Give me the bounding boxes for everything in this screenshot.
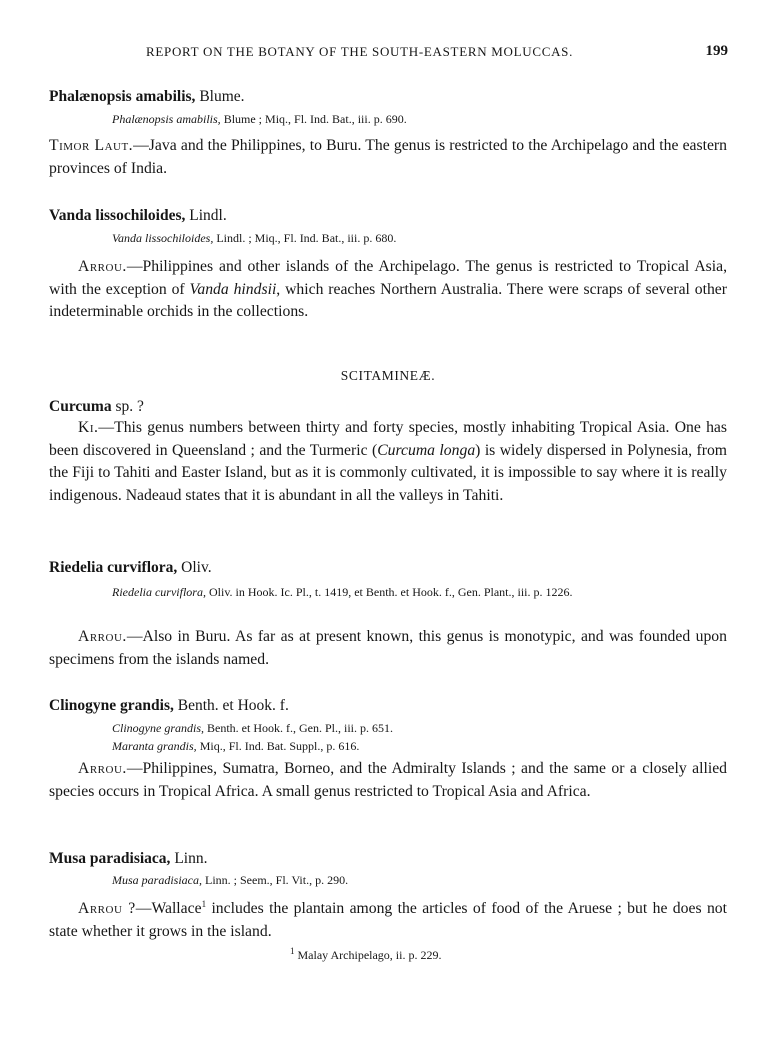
species-author: Blume. xyxy=(195,88,245,105)
ref-citation: Oliv. in Hook. Ic. Pl., t. 1419, et Benth. et Hook. f., Gen. Plant., iii. p. 1226. xyxy=(205,585,573,599)
locality: Arrou. xyxy=(78,760,127,777)
distribution-text-cont: , which reaches Northern Australia. There were scraps of several other indeterminable orchids in the collections. xyxy=(49,280,727,320)
species-heading-clinogyne xyxy=(49,697,289,715)
ref-italic: Maranta grandis, xyxy=(112,739,197,753)
running-header xyxy=(146,44,728,64)
synonym-ref-musa xyxy=(112,873,348,888)
ref-citation: Benth. et Hook. f., Gen. Pl., iii. p. 651. xyxy=(204,721,393,735)
italic-species: Curcuma longa xyxy=(377,441,476,459)
species-author: Oliv. xyxy=(177,559,212,576)
distribution-vanda xyxy=(49,256,727,324)
locality: Ki. xyxy=(78,419,99,436)
distribution-text: —This genus numbers between thirty and forty species, mostly inhabiting Tropical Asia. One has been discovered in Queensland ; and the Turmeric ( xyxy=(49,419,727,459)
species-heading-riedelia xyxy=(49,559,212,577)
distribution-text-cont: ) is widely dispersed in Polynesia, from the Fiji to Tahiti and Easter Island, but as it is commonly cultivated, it is impossible to say where it is really indigenous. Nadeaud states that it is abundant in all the valleys in Tahiti. xyxy=(49,441,728,504)
species-name: Clinogyne grandis, xyxy=(49,697,174,714)
ref-citation: Lindl. ; Miq., Fl. Ind. Bat., iii. p. 680. xyxy=(213,231,397,245)
species-heading-phalaenopsis xyxy=(49,88,245,106)
page-number: 199 xyxy=(705,43,728,59)
running-title: REPORT ON THE BOTANY OF THE SOUTH-EASTERN MOLUCCAS. xyxy=(146,44,574,59)
species-heading-vanda xyxy=(49,207,227,225)
distribution-phalaenopsis xyxy=(49,135,727,180)
species-name: Musa paradisiaca, xyxy=(49,850,171,867)
species-heading-musa xyxy=(49,850,207,868)
footnote-text: Malay Archipelago, ii. p. 229. xyxy=(294,948,442,962)
species-author: Linn. xyxy=(170,850,208,867)
synonym-ref-clinogyne-1 xyxy=(112,721,393,736)
locality: Arrou. xyxy=(78,258,127,275)
species-author: Benth. et Hook. f. xyxy=(173,697,289,714)
ref-citation: Linn. ; Seem., Fl. Vit., p. 290. xyxy=(202,873,349,887)
ref-citation: Blume ; Miq., Fl. Ind. Bat., iii. p. 690. xyxy=(220,112,407,126)
synonym-ref-phalaenopsis xyxy=(112,112,407,127)
ref-italic: Clinogyne grandis, xyxy=(112,721,204,735)
distribution-riedelia xyxy=(49,626,727,671)
distribution-musa xyxy=(49,893,727,943)
ref-italic: Vanda lissochiloides, xyxy=(112,231,214,245)
section-title: SCITAMINEÆ. xyxy=(340,368,436,383)
footnote xyxy=(290,946,441,963)
distribution-text-cont: includes the plantain among the articles of food of the Aruese ; but he does not state whether it grows in the island. xyxy=(49,900,727,940)
species-name: Curcuma xyxy=(49,398,112,415)
synonym-ref-riedelia xyxy=(112,583,726,602)
distribution-text: —Philippines, Sumatra, Borneo, and the Admiralty Islands ; and the same or a closely allied species occurs in Tropical Africa. A small genus restricted to Tropical Asia and Africa. xyxy=(49,760,727,800)
distribution-clinogyne xyxy=(49,758,727,803)
species-name: Vanda lissochiloides, xyxy=(49,207,186,224)
footnote-mark[interactable]: 1 xyxy=(201,899,207,909)
locality: Arrou. xyxy=(78,628,127,645)
species-heading-curcuma xyxy=(49,398,144,416)
distribution-text: —Wallace xyxy=(135,900,202,918)
synonym-ref-vanda xyxy=(112,231,396,246)
distribution-text: —Java and the Philippines, to Buru. The genus is restricted to the Archipelago and the eastern provinces of India. xyxy=(49,137,728,177)
ref-italic: Riedelia curviflora, xyxy=(112,585,206,599)
species-author: Lindl. xyxy=(185,207,227,224)
synonym-ref-clinogyne-2 xyxy=(112,739,359,754)
ref-citation: Miq., Fl. Ind. Bat. Suppl., p. 616. xyxy=(196,739,360,753)
locality: Arrou ? xyxy=(78,900,136,918)
ref-italic: Phalænopsis amabilis, xyxy=(112,112,221,126)
footnote-number: 1 xyxy=(290,946,295,956)
distribution-text: —Philippines and other islands of the Archipelago. The genus is restricted to Tropical Asia, with the exception of xyxy=(49,258,727,298)
distribution-curcuma xyxy=(49,417,727,507)
species-name: Phalænopsis amabilis, xyxy=(49,88,196,105)
species-name: Riedelia curviflora, xyxy=(49,559,178,576)
distribution-text: —Also in Buru. As far as at present known, this genus is monotypic, and was founded upon specimens from the islands named. xyxy=(49,628,727,668)
species-author: sp. ? xyxy=(111,398,144,415)
italic-species: Vanda hindsii xyxy=(189,280,277,298)
ref-italic: Musa paradisiaca, xyxy=(112,873,202,887)
locality: Timor Laut. xyxy=(49,137,134,154)
